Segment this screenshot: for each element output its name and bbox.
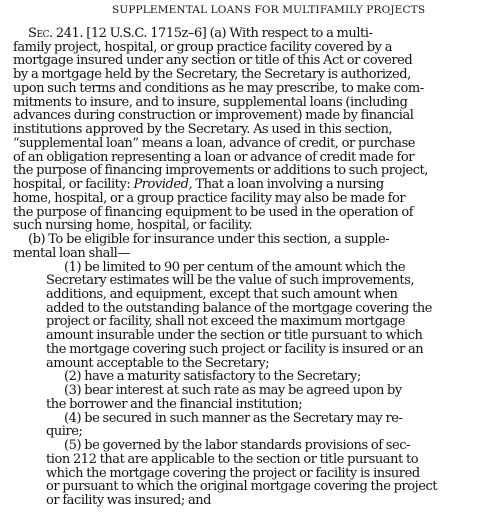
text-line: amount acceptable to the Secretary; bbox=[46, 355, 270, 371]
proviso-word: Provided, bbox=[133, 177, 193, 193]
proviso-line bbox=[13, 178, 384, 191]
text-line: tion 212 that are applicable to the section or title pursuant to bbox=[46, 451, 419, 467]
text-line: added to the outstanding balance of the mortgage covering the bbox=[46, 300, 433, 316]
paragraph-1-line: (1) be limited to 90 per centum of the amount which the bbox=[64, 259, 406, 275]
text-line: or pursuant to which the original mortgage covering the project bbox=[46, 479, 438, 495]
paragraph-4-line: (4) be secured in such manner as the Secretary may re- bbox=[64, 410, 403, 426]
text-line: or facility was insured; and bbox=[46, 493, 212, 508]
text-line: institutions approved by the Secretary. As used in this section, bbox=[13, 122, 393, 138]
text-line: by a mortgage held by the Secretary, the Secretary is authorized, bbox=[13, 67, 411, 83]
text-line: amount insurable under the section or title pursuant to which bbox=[46, 328, 423, 344]
text-line: mitments to insure, and to insure, supplemental loans (including bbox=[13, 94, 408, 110]
text-line: (a) With respect to a multi- bbox=[206, 26, 373, 41]
text-line: the borrower and the financial institution; bbox=[46, 396, 303, 412]
text-line: family project, hospital, or group practice facility covered by a bbox=[13, 39, 393, 55]
text-line: the purpose of financing equipment to be used in the operation of bbox=[13, 204, 414, 220]
text-line: project or facility, shall not exceed the maximum mortgage bbox=[46, 314, 405, 330]
page-heading: SUPPLEMENTAL LOANS FOR MULTIFAMILY PROJECTS bbox=[112, 4, 426, 16]
text-line: Secretary estimates will be the value of such improvements, bbox=[46, 273, 415, 289]
section-label: Sec. 241. bbox=[28, 26, 84, 41]
text-line: mental loan shall— bbox=[13, 245, 130, 261]
text-line: advances during construction or improvement) made by financial bbox=[13, 108, 414, 124]
text-line: That a loan involving a nursing bbox=[192, 177, 384, 193]
paragraph-3-line: (3) bear interest at such rate as may be agreed upon by bbox=[64, 383, 402, 399]
text-line: upon such terms and conditions as he may prescribe, to make com- bbox=[13, 80, 424, 96]
paragraph-5-line: (5) be governed by the labor standards provisions of sec- bbox=[64, 438, 411, 454]
text-line: hospital, or facility: bbox=[13, 177, 131, 193]
subsection-b-line: (b) To be eligible for insurance under this section, a supple- bbox=[28, 232, 390, 248]
text-line: the purpose of financing improvements or additions to such project, bbox=[13, 163, 428, 179]
section-citation: [12 U.S.C. 1715z–6] bbox=[86, 26, 207, 41]
text-line: of an obligation representing a loan or advance of credit made for bbox=[13, 149, 414, 165]
text-line: quire; bbox=[46, 424, 83, 440]
text-line: home, hospital, or a group practice facility may also be made for bbox=[13, 190, 406, 206]
text-line: such nursing home, hospital, or facility. bbox=[13, 218, 253, 234]
text-line: the mortgage covering such project or facility is insured or an bbox=[46, 341, 424, 357]
text-line: additions, and equipment, except that such amount when bbox=[46, 286, 398, 302]
text-line: mortgage insured under any section or title of this Act or covered bbox=[13, 53, 413, 69]
text-line: “supplemental loan” means a loan, advance of credit, or purchase bbox=[13, 135, 416, 151]
text-line: which the mortgage covering the project or facility is insured bbox=[46, 465, 420, 481]
paragraph-2-line: (2) have a maturity satisfactory to the Secretary; bbox=[64, 369, 361, 385]
section-opening-line bbox=[28, 27, 372, 40]
